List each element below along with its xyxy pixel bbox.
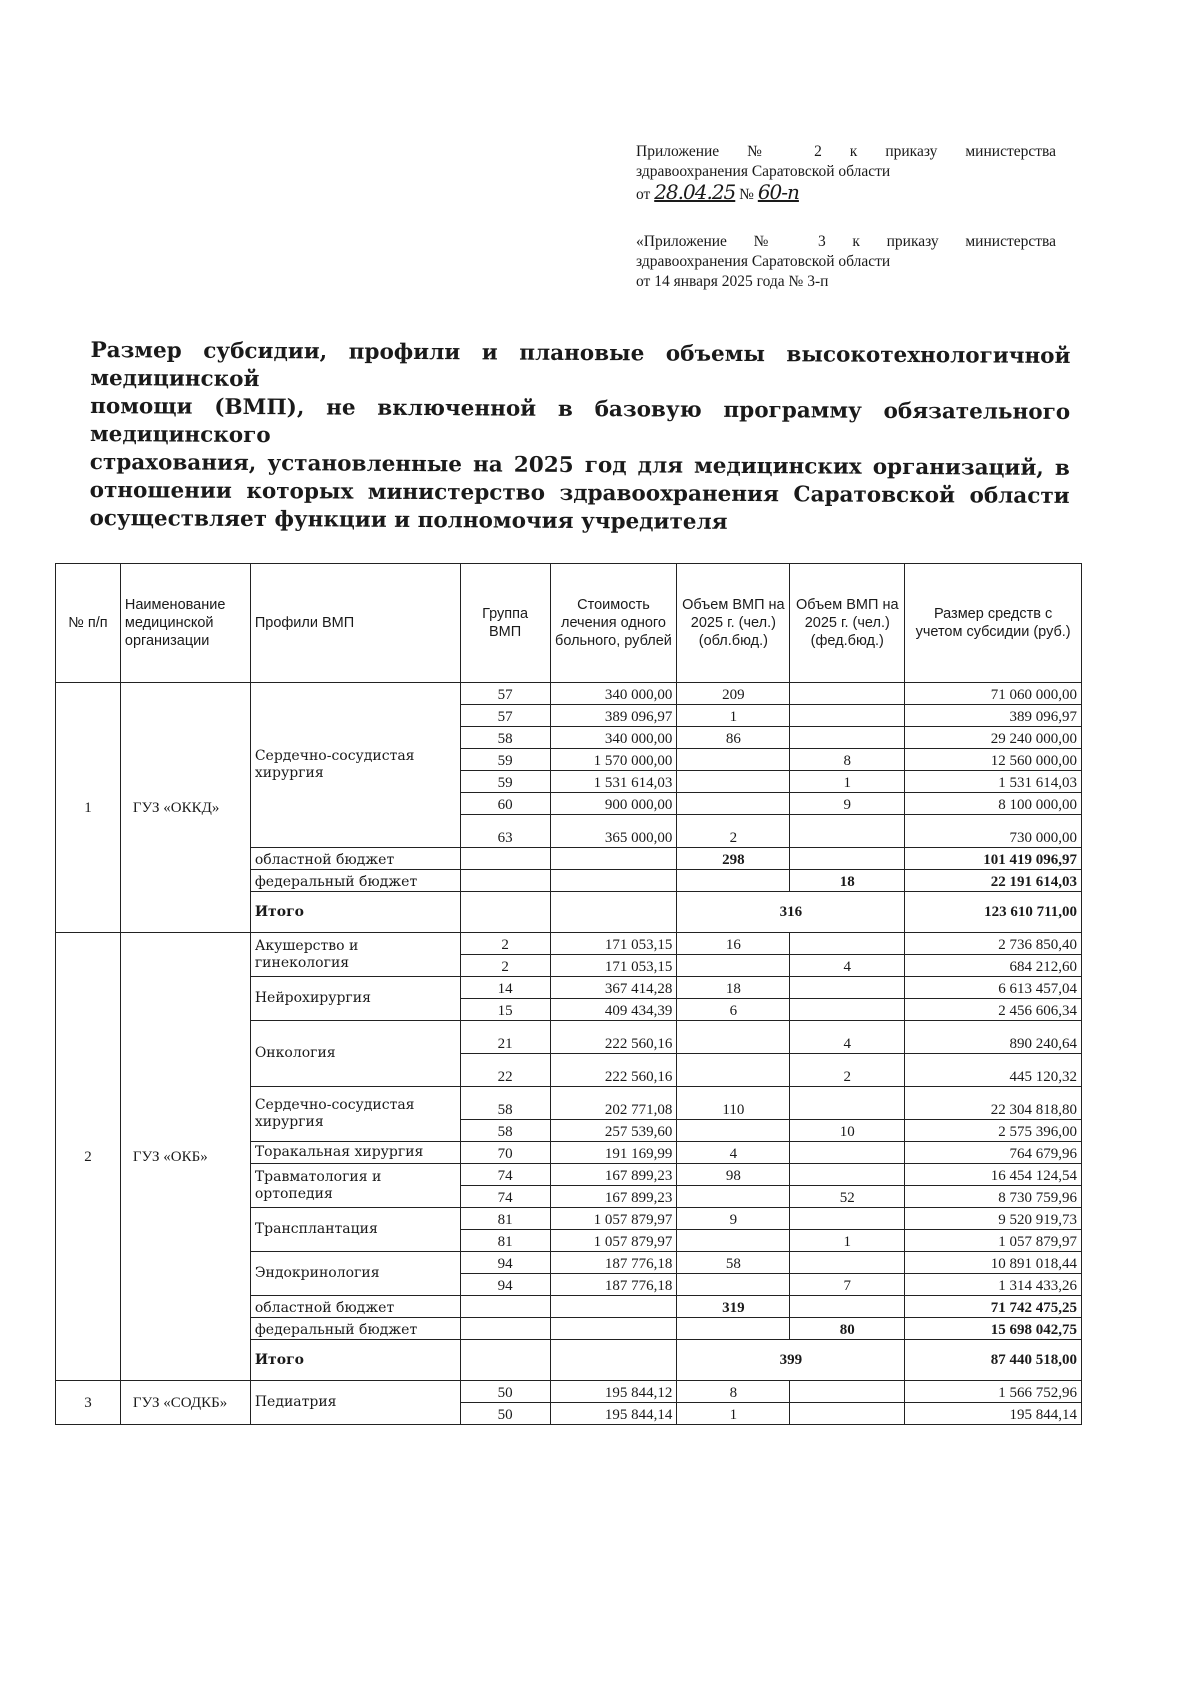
col-header-profile: Профили ВМП bbox=[250, 564, 460, 683]
title-line: помощи (ВМП), не включенной в базовую программу обязательного медицинского bbox=[89, 394, 1071, 449]
total-count: 399 bbox=[677, 1340, 905, 1381]
appendix-3-line3: от 14 января 2025 года № 3-п bbox=[636, 273, 829, 290]
amount: 2 456 606,34 bbox=[905, 999, 1082, 1021]
empty-cell bbox=[550, 848, 677, 870]
empty-cell bbox=[550, 870, 677, 892]
treatment-cost: 195 844,14 bbox=[550, 1403, 677, 1425]
treatment-cost: 187 776,18 bbox=[550, 1274, 677, 1296]
volume-regional bbox=[677, 1230, 790, 1252]
amount: 16 454 124,54 bbox=[905, 1164, 1082, 1186]
volume-federal: 8 bbox=[790, 749, 905, 771]
profile-name: Нейрохирургия bbox=[250, 977, 460, 1021]
vmp-group: 15 bbox=[460, 999, 550, 1021]
appendix-3-line2: здравоохранения Саратовской области bbox=[636, 253, 891, 270]
amount: 1 566 752,96 bbox=[905, 1381, 1082, 1403]
vmp-group: 57 bbox=[460, 705, 550, 727]
volume-federal bbox=[790, 933, 905, 955]
volume-federal bbox=[790, 1087, 905, 1120]
profile-name: Травматология и ортопедия bbox=[250, 1164, 460, 1208]
appendix-2-line1: Приложение № 2 к приказу министерства bbox=[636, 143, 1056, 160]
handwritten-date: 28.04.25 bbox=[654, 180, 736, 204]
empty-cell bbox=[550, 1340, 677, 1381]
volume-regional: 9 bbox=[677, 1208, 790, 1230]
treatment-cost: 340 000,00 bbox=[550, 727, 677, 749]
profile-name: Педиатрия bbox=[250, 1381, 460, 1425]
total-label: Итого bbox=[250, 892, 460, 933]
table-row bbox=[56, 1381, 1082, 1403]
empty-cell bbox=[460, 1340, 550, 1381]
volume-regional: 6 bbox=[677, 999, 790, 1021]
row-number: 3 bbox=[56, 1381, 121, 1425]
vmp-group: 59 bbox=[460, 771, 550, 793]
row-number: 2 bbox=[56, 933, 121, 1381]
treatment-cost: 195 844,12 bbox=[550, 1381, 677, 1403]
document-title bbox=[89, 337, 1070, 539]
amount: 1 314 433,26 bbox=[905, 1274, 1082, 1296]
appendix-2-date-line bbox=[636, 182, 1056, 205]
handwritten-number: 60-п bbox=[757, 180, 799, 204]
volume-federal: 7 bbox=[790, 1274, 905, 1296]
volume-federal bbox=[790, 1252, 905, 1274]
profile-name: Онкология bbox=[250, 1021, 460, 1087]
amount: 22 304 818,80 bbox=[905, 1087, 1082, 1120]
treatment-cost: 257 539,60 bbox=[550, 1120, 677, 1142]
federal-budget-label: федеральный бюджет bbox=[250, 1318, 460, 1340]
empty-cell bbox=[677, 870, 790, 892]
vmp-group: 50 bbox=[460, 1403, 550, 1425]
amount: 1 531 614,03 bbox=[905, 771, 1082, 793]
total-sum: 123 610 711,00 bbox=[905, 892, 1082, 933]
volume-regional: 2 bbox=[677, 815, 790, 848]
amount: 2 575 396,00 bbox=[905, 1120, 1082, 1142]
volume-regional bbox=[677, 793, 790, 815]
volume-federal: 1 bbox=[790, 771, 905, 793]
federal-budget-sum: 15 698 042,75 bbox=[905, 1318, 1082, 1340]
amount: 195 844,14 bbox=[905, 1403, 1082, 1425]
organization-name: ГУЗ «СОДКБ» bbox=[120, 1381, 250, 1425]
vmp-group: 63 bbox=[460, 815, 550, 848]
federal-budget-count: 18 bbox=[790, 870, 905, 892]
col-header-amount: Размер средств с учетом субсидии (руб.) bbox=[905, 564, 1082, 683]
volume-regional: 86 bbox=[677, 727, 790, 749]
table-header-row bbox=[56, 564, 1082, 683]
row-number: 1 bbox=[56, 683, 121, 933]
vmp-group: 81 bbox=[460, 1208, 550, 1230]
volume-federal bbox=[790, 705, 905, 727]
total-sum: 87 440 518,00 bbox=[905, 1340, 1082, 1381]
treatment-cost: 167 899,23 bbox=[550, 1186, 677, 1208]
volume-regional bbox=[677, 1186, 790, 1208]
profile-name: Сердечно-сосудистая хирургия bbox=[250, 683, 460, 848]
subsidy-table bbox=[55, 563, 1082, 1425]
vmp-group: 58 bbox=[460, 727, 550, 749]
amount: 445 120,32 bbox=[905, 1054, 1082, 1087]
appendix-2-header bbox=[636, 142, 1056, 205]
amount: 10 891 018,44 bbox=[905, 1252, 1082, 1274]
treatment-cost: 187 776,18 bbox=[550, 1252, 677, 1274]
volume-federal bbox=[790, 815, 905, 848]
total-label: Итого bbox=[250, 1340, 460, 1381]
empty-cell bbox=[677, 1318, 790, 1340]
volume-federal bbox=[790, 727, 905, 749]
empty-cell bbox=[460, 1296, 550, 1318]
empty-cell bbox=[460, 848, 550, 870]
federal-budget-sum: 22 191 614,03 bbox=[905, 870, 1082, 892]
volume-federal bbox=[790, 683, 905, 705]
regional-budget-count: 298 bbox=[677, 848, 790, 870]
table-row bbox=[56, 683, 1082, 705]
amount: 8 730 759,96 bbox=[905, 1186, 1082, 1208]
treatment-cost: 167 899,23 bbox=[550, 1164, 677, 1186]
regional-budget-count: 319 bbox=[677, 1296, 790, 1318]
volume-federal: 4 bbox=[790, 1021, 905, 1054]
volume-regional: 110 bbox=[677, 1087, 790, 1120]
amount: 684 212,60 bbox=[905, 955, 1082, 977]
vmp-group: 74 bbox=[460, 1186, 550, 1208]
profile-name: Эндокринология bbox=[250, 1252, 460, 1296]
table-row bbox=[56, 933, 1082, 955]
treatment-cost: 409 434,39 bbox=[550, 999, 677, 1021]
treatment-cost: 171 053,15 bbox=[550, 933, 677, 955]
profile-name: Торакальная хирургия bbox=[250, 1142, 460, 1164]
col-header-organization: Наименование медицинской организации bbox=[120, 564, 250, 683]
col-header-group: Группа ВМП bbox=[460, 564, 550, 683]
volume-regional: 58 bbox=[677, 1252, 790, 1274]
empty-cell bbox=[790, 848, 905, 870]
amount: 8 100 000,00 bbox=[905, 793, 1082, 815]
col-header-cost: Стоимость лечения одного больного, рублей bbox=[550, 564, 677, 683]
amount: 389 096,97 bbox=[905, 705, 1082, 727]
volume-regional: 8 bbox=[677, 1381, 790, 1403]
empty-cell bbox=[550, 1296, 677, 1318]
profile-name: Трансплантация bbox=[250, 1208, 460, 1252]
empty-cell bbox=[550, 892, 677, 933]
volume-regional: 4 bbox=[677, 1142, 790, 1164]
volume-regional: 98 bbox=[677, 1164, 790, 1186]
regional-budget-label: областной бюджет bbox=[250, 848, 460, 870]
volume-regional bbox=[677, 771, 790, 793]
appendix-3-header bbox=[636, 232, 1056, 292]
volume-federal bbox=[790, 1142, 905, 1164]
title-line: осуществляет функции и полномочия учредителя bbox=[89, 506, 728, 535]
vmp-group: 21 bbox=[460, 1021, 550, 1054]
volume-regional bbox=[677, 1021, 790, 1054]
amount: 730 000,00 bbox=[905, 815, 1082, 848]
title-line: страхования, установленные на 2025 год для медицинских организаций, в bbox=[89, 450, 1070, 481]
treatment-cost: 191 169,99 bbox=[550, 1142, 677, 1164]
vmp-group: 74 bbox=[460, 1164, 550, 1186]
volume-regional: 1 bbox=[677, 705, 790, 727]
volume-regional: 1 bbox=[677, 1403, 790, 1425]
volume-federal: 2 bbox=[790, 1054, 905, 1087]
col-header-volume-federal: Объем ВМП на 2025 г. (чел.) (фед.бюд.) bbox=[790, 564, 905, 683]
empty-cell bbox=[790, 1296, 905, 1318]
amount: 29 240 000,00 bbox=[905, 727, 1082, 749]
volume-federal: 4 bbox=[790, 955, 905, 977]
volume-federal: 1 bbox=[790, 1230, 905, 1252]
volume-federal bbox=[790, 1403, 905, 1425]
vmp-group: 50 bbox=[460, 1381, 550, 1403]
treatment-cost: 222 560,16 bbox=[550, 1054, 677, 1087]
amount: 1 057 879,97 bbox=[905, 1230, 1082, 1252]
vmp-group: 81 bbox=[460, 1230, 550, 1252]
volume-regional bbox=[677, 1120, 790, 1142]
amount: 764 679,96 bbox=[905, 1142, 1082, 1164]
col-header-volume-regional: Объем ВМП на 2025 г. (чел.) (обл.бюд.) bbox=[677, 564, 790, 683]
empty-cell bbox=[550, 1318, 677, 1340]
volume-federal bbox=[790, 1381, 905, 1403]
total-count: 316 bbox=[677, 892, 905, 933]
treatment-cost: 367 414,28 bbox=[550, 977, 677, 999]
treatment-cost: 202 771,08 bbox=[550, 1087, 677, 1120]
profile-name: Сердечно-сосудистая хирургия bbox=[250, 1087, 460, 1142]
profile-name: Акушерство и гинекология bbox=[250, 933, 460, 977]
treatment-cost: 1 057 879,97 bbox=[550, 1230, 677, 1252]
amount: 890 240,64 bbox=[905, 1021, 1082, 1054]
federal-budget-count: 80 bbox=[790, 1318, 905, 1340]
volume-federal: 52 bbox=[790, 1186, 905, 1208]
amount: 12 560 000,00 bbox=[905, 749, 1082, 771]
volume-regional: 16 bbox=[677, 933, 790, 955]
volume-federal: 10 bbox=[790, 1120, 905, 1142]
vmp-group: 2 bbox=[460, 933, 550, 955]
volume-federal bbox=[790, 977, 905, 999]
volume-federal: 9 bbox=[790, 793, 905, 815]
treatment-cost: 1 570 000,00 bbox=[550, 749, 677, 771]
amount: 9 520 919,73 bbox=[905, 1208, 1082, 1230]
volume-regional: 209 bbox=[677, 683, 790, 705]
appendix-3-line1: «Приложение № 3 к приказу министерства bbox=[636, 233, 1056, 250]
organization-name: ГУЗ «ОККД» bbox=[120, 683, 250, 933]
vmp-group: 14 bbox=[460, 977, 550, 999]
empty-cell bbox=[460, 1318, 550, 1340]
vmp-group: 94 bbox=[460, 1252, 550, 1274]
vmp-group: 94 bbox=[460, 1274, 550, 1296]
amount: 6 613 457,04 bbox=[905, 977, 1082, 999]
volume-regional bbox=[677, 955, 790, 977]
vmp-group: 70 bbox=[460, 1142, 550, 1164]
vmp-group: 58 bbox=[460, 1120, 550, 1142]
treatment-cost: 365 000,00 bbox=[550, 815, 677, 848]
volume-regional bbox=[677, 1054, 790, 1087]
organization-name: ГУЗ «ОКБ» bbox=[120, 933, 250, 1381]
treatment-cost: 340 000,00 bbox=[550, 683, 677, 705]
volume-regional bbox=[677, 749, 790, 771]
col-header-number: № п/п bbox=[56, 564, 121, 683]
title-line: отношении которых министерство здравоохранения Саратовской области bbox=[89, 478, 1070, 509]
amount: 2 736 850,40 bbox=[905, 933, 1082, 955]
amount: 71 060 000,00 bbox=[905, 683, 1082, 705]
empty-cell bbox=[460, 892, 550, 933]
vmp-group: 22 bbox=[460, 1054, 550, 1087]
volume-federal bbox=[790, 999, 905, 1021]
treatment-cost: 389 096,97 bbox=[550, 705, 677, 727]
regional-budget-label: областной бюджет bbox=[250, 1296, 460, 1318]
vmp-group: 60 bbox=[460, 793, 550, 815]
treatment-cost: 171 053,15 bbox=[550, 955, 677, 977]
volume-regional: 18 bbox=[677, 977, 790, 999]
volume-federal bbox=[790, 1164, 905, 1186]
regional-budget-sum: 101 419 096,97 bbox=[905, 848, 1082, 870]
federal-budget-label: федеральный бюджет bbox=[250, 870, 460, 892]
treatment-cost: 1 057 879,97 bbox=[550, 1208, 677, 1230]
vmp-group: 57 bbox=[460, 683, 550, 705]
treatment-cost: 900 000,00 bbox=[550, 793, 677, 815]
treatment-cost: 222 560,16 bbox=[550, 1021, 677, 1054]
vmp-group: 58 bbox=[460, 1087, 550, 1120]
date-prefix: от bbox=[636, 186, 651, 203]
appendix-2-line2: здравоохранения Саратовской области bbox=[636, 163, 891, 180]
volume-regional bbox=[677, 1274, 790, 1296]
regional-budget-sum: 71 742 475,25 bbox=[905, 1296, 1082, 1318]
vmp-group: 59 bbox=[460, 749, 550, 771]
volume-federal bbox=[790, 1208, 905, 1230]
vmp-group: 2 bbox=[460, 955, 550, 977]
empty-cell bbox=[460, 870, 550, 892]
treatment-cost: 1 531 614,03 bbox=[550, 771, 677, 793]
title-line: Размер субсидии, профили и плановые объемы высокотехнологичной медицинской bbox=[90, 338, 1071, 393]
number-prefix: № bbox=[739, 186, 754, 203]
